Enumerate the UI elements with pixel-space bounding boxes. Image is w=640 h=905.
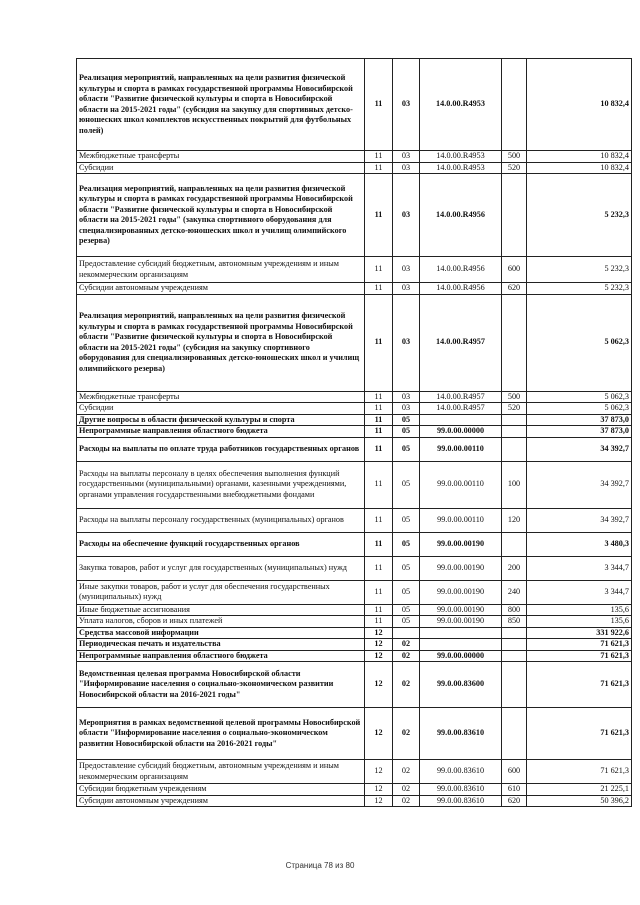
row-amount: 135,6 [527, 616, 632, 628]
row-subsection: 03 [393, 294, 420, 391]
row-target-article [420, 639, 502, 651]
table-row [77, 437, 632, 461]
table-row [77, 461, 632, 508]
row-amount: 50 396,2 [527, 795, 632, 807]
row-name: Реализация мероприятий, направленных на цели развития физической культуры и спорта в рамках государственной программы Новосибирской области "Развитие физической культуры и спорта в Новосибирской области на 2015-2021 годы" (субсидия на закупку для спортивных детско-юношеских школ комплектов искусственных покрытий для футбольных полей) [77, 59, 365, 151]
row-amount: 37 873,0 [527, 426, 632, 438]
table-row [77, 414, 632, 426]
row-target-article: 14.0.00.R4953 [420, 59, 502, 151]
row-amount: 21 225,1 [527, 784, 632, 796]
row-amount: 3 344,7 [527, 580, 632, 604]
row-section: 12 [365, 650, 393, 662]
row-subsection: 05 [393, 426, 420, 438]
row-expense-type: 600 [502, 760, 527, 784]
row-expense-type: 800 [502, 604, 527, 616]
table-row [77, 662, 632, 708]
row-target-article: 99.0.00.00190 [420, 616, 502, 628]
row-section: 11 [365, 59, 393, 151]
row-subsection [393, 627, 420, 639]
row-expense-type [502, 708, 527, 760]
row-section: 11 [365, 426, 393, 438]
row-name: Предоставление субсидий бюджетным, автономным учреждениям и иным некоммерческим организациям [77, 760, 365, 784]
row-expense-type: 610 [502, 784, 527, 796]
table-row [77, 403, 632, 415]
row-subsection: 03 [393, 59, 420, 151]
row-section: 12 [365, 708, 393, 760]
row-name: Иные закупки товаров, работ и услуг для обеспечения государственных (муниципальных) нужд [77, 580, 365, 604]
row-subsection: 05 [393, 414, 420, 426]
table-row [77, 580, 632, 604]
row-amount: 10 832,4 [527, 151, 632, 163]
row-section: 11 [365, 257, 393, 283]
row-subsection: 02 [393, 650, 420, 662]
row-expense-type [502, 414, 527, 426]
row-target-article [420, 627, 502, 639]
row-expense-type: 500 [502, 151, 527, 163]
row-amount: 135,6 [527, 604, 632, 616]
row-target-article: 99.0.00.00000 [420, 426, 502, 438]
row-subsection: 05 [393, 604, 420, 616]
row-expense-type: 500 [502, 391, 527, 403]
table-row [77, 174, 632, 257]
row-target-article: 14.0.00.R4953 [420, 151, 502, 163]
table-row [77, 708, 632, 760]
row-subsection: 05 [393, 437, 420, 461]
table-row [77, 508, 632, 532]
row-section: 11 [365, 580, 393, 604]
row-expense-type [502, 59, 527, 151]
row-expense-type: 850 [502, 616, 527, 628]
row-amount: 331 922,6 [527, 627, 632, 639]
row-target-article: 99.0.00.00190 [420, 580, 502, 604]
row-amount: 3 480,3 [527, 532, 632, 556]
row-section: 11 [365, 174, 393, 257]
row-name: Ведомственная целевая программа Новосибирской области "Информирование населения о социально-экономическом развитии Новосибирской области на 2016-2021 годы" [77, 662, 365, 708]
row-subsection: 05 [393, 532, 420, 556]
row-amount: 5 232,3 [527, 257, 632, 283]
table-row [77, 556, 632, 580]
row-amount: 3 344,7 [527, 556, 632, 580]
row-section: 11 [365, 461, 393, 508]
row-expense-type: 520 [502, 403, 527, 415]
row-name: Межбюджетные трансферты [77, 151, 365, 163]
row-amount: 71 621,3 [527, 760, 632, 784]
row-section: 12 [365, 760, 393, 784]
row-section: 12 [365, 784, 393, 796]
row-amount: 34 392,7 [527, 461, 632, 508]
row-section: 12 [365, 639, 393, 651]
row-target-article: 99.0.00.00110 [420, 437, 502, 461]
row-name: Периодическая печать и издательства [77, 639, 365, 651]
row-name: Расходы на обеспечение функций государственных органов [77, 532, 365, 556]
row-expense-type [502, 639, 527, 651]
row-amount: 10 832,4 [527, 59, 632, 151]
row-target-article: 14.0.00.R4956 [420, 174, 502, 257]
row-target-article: 99.0.00.00190 [420, 604, 502, 616]
row-subsection: 05 [393, 508, 420, 532]
row-subsection: 02 [393, 662, 420, 708]
row-target-article: 14.0.00.R4957 [420, 391, 502, 403]
row-name: Расходы на выплаты персоналу в целях обеспечения выполнения функций государственными (муниципальными) органами, казенными учреждениями, органами управления государственными внебюджетными фондами [77, 461, 365, 508]
table-row [77, 639, 632, 651]
row-amount: 34 392,7 [527, 508, 632, 532]
row-subsection: 03 [393, 403, 420, 415]
row-amount: 71 621,3 [527, 708, 632, 760]
row-target-article: 14.0.00.R4957 [420, 403, 502, 415]
row-expense-type [502, 532, 527, 556]
row-amount: 5 232,3 [527, 283, 632, 295]
row-name: Непрограммные направления областного бюджета [77, 650, 365, 662]
row-amount: 5 062,3 [527, 294, 632, 391]
table-row [77, 426, 632, 438]
table-row [77, 294, 632, 391]
row-target-article: 99.0.00.83610 [420, 760, 502, 784]
row-subsection: 02 [393, 708, 420, 760]
row-amount: 5 062,3 [527, 391, 632, 403]
row-expense-type: 240 [502, 580, 527, 604]
row-target-article: 99.0.00.00190 [420, 556, 502, 580]
row-target-article: 99.0.00.83610 [420, 708, 502, 760]
table-body [77, 59, 632, 807]
table-row [77, 532, 632, 556]
row-name: Реализация мероприятий, направленных на цели развития физической культуры и спорта в рамках государственной программы Новосибирской области "Развитие физической культуры и спорта в Новосибирской области на 2015-2021 годы" (закупка спортивного оборудования для специализированных детско-юношеских школ и училищ олимпийского резерва) [77, 174, 365, 257]
row-name: Закупка товаров, работ и услуг для государственных (муниципальных) нужд [77, 556, 365, 580]
row-target-article: 14.0.00.R4956 [420, 257, 502, 283]
row-section: 11 [365, 294, 393, 391]
row-expense-type [502, 627, 527, 639]
row-target-article: 99.0.00.00110 [420, 461, 502, 508]
row-target-article: 14.0.00.R4956 [420, 283, 502, 295]
row-expense-type [502, 426, 527, 438]
row-expense-type: 620 [502, 283, 527, 295]
row-expense-type: 520 [502, 162, 527, 174]
row-section: 12 [365, 795, 393, 807]
row-expense-type [502, 174, 527, 257]
row-target-article: 99.0.00.00110 [420, 508, 502, 532]
row-name: Средства массовой информации [77, 627, 365, 639]
row-section: 11 [365, 151, 393, 163]
row-subsection: 02 [393, 784, 420, 796]
row-amount: 37 873,0 [527, 414, 632, 426]
row-subsection: 03 [393, 151, 420, 163]
row-subsection: 02 [393, 795, 420, 807]
row-section: 11 [365, 616, 393, 628]
row-target-article: 14.0.00.R4953 [420, 162, 502, 174]
row-name: Непрограммные направления областного бюджета [77, 426, 365, 438]
row-section: 11 [365, 437, 393, 461]
row-subsection: 02 [393, 760, 420, 784]
table-row [77, 627, 632, 639]
table-row [77, 604, 632, 616]
row-expense-type [502, 294, 527, 391]
row-amount: 71 621,3 [527, 639, 632, 651]
table-row [77, 162, 632, 174]
row-name: Мероприятия в рамках ведомственной целевой программы Новосибирской области "Информирование населения о социально-экономическом развитии Новосибирской области на 2016-2021 годы" [77, 708, 365, 760]
table-row [77, 760, 632, 784]
row-name: Реализация мероприятий, направленных на цели развития физической культуры и спорта в рамках государственной программы Новосибирской области "Развитие физической культуры и спорта в Новосибирской области на 2015-2021 годы" (субсидия на закупку спортивного оборудования для специализированных детско-юношеских школ и училищ олимпийского резерва) [77, 294, 365, 391]
row-target-article: 99.0.00.83610 [420, 795, 502, 807]
row-section: 11 [365, 403, 393, 415]
row-name: Субсидии автономным учреждениям [77, 283, 365, 295]
row-expense-type [502, 437, 527, 461]
row-target-article: 99.0.00.00000 [420, 650, 502, 662]
row-subsection: 03 [393, 257, 420, 283]
page-footer: Страница 78 из 80 [285, 861, 355, 870]
row-amount: 5 232,3 [527, 174, 632, 257]
row-amount: 10 832,4 [527, 162, 632, 174]
row-expense-type: 600 [502, 257, 527, 283]
row-expense-type [502, 662, 527, 708]
row-name: Другие вопросы в области физической культуры и спорта [77, 414, 365, 426]
row-amount: 71 621,3 [527, 662, 632, 708]
row-name: Предоставление субсидий бюджетным, автономным учреждениям и иным некоммерческим организациям [77, 257, 365, 283]
row-name: Межбюджетные трансферты [77, 391, 365, 403]
row-expense-type: 620 [502, 795, 527, 807]
row-section: 11 [365, 556, 393, 580]
row-section: 11 [365, 414, 393, 426]
row-section: 11 [365, 162, 393, 174]
row-subsection: 05 [393, 461, 420, 508]
table-row [77, 257, 632, 283]
row-subsection: 05 [393, 556, 420, 580]
row-section: 11 [365, 508, 393, 532]
table-row [77, 59, 632, 151]
row-name: Расходы на выплаты по оплате труда работников государственных органов [77, 437, 365, 461]
row-subsection: 05 [393, 580, 420, 604]
row-expense-type: 120 [502, 508, 527, 532]
row-name: Расходы на выплаты персоналу государственных (муниципальных) органов [77, 508, 365, 532]
row-subsection: 03 [393, 162, 420, 174]
row-section: 11 [365, 391, 393, 403]
row-amount: 71 621,3 [527, 650, 632, 662]
row-target-article [420, 414, 502, 426]
row-section: 12 [365, 662, 393, 708]
table-row [77, 784, 632, 796]
row-subsection: 03 [393, 283, 420, 295]
row-target-article: 99.0.00.00190 [420, 532, 502, 556]
row-expense-type [502, 650, 527, 662]
row-target-article: 14.0.00.R4957 [420, 294, 502, 391]
row-name: Уплата налогов, сборов и иных платежей [77, 616, 365, 628]
row-name: Субсидии бюджетным учреждениям [77, 784, 365, 796]
row-amount: 5 062,3 [527, 403, 632, 415]
row-target-article: 99.0.00.83610 [420, 784, 502, 796]
row-expense-type: 100 [502, 461, 527, 508]
row-target-article: 99.0.00.83600 [420, 662, 502, 708]
row-name: Субсидии [77, 403, 365, 415]
row-name: Субсидии автономным учреждениям [77, 795, 365, 807]
table-row [77, 795, 632, 807]
row-name: Субсидии [77, 162, 365, 174]
row-expense-type: 200 [502, 556, 527, 580]
table-row [77, 650, 632, 662]
row-section: 11 [365, 283, 393, 295]
table-row [77, 151, 632, 163]
row-subsection: 03 [393, 174, 420, 257]
table-row [77, 391, 632, 403]
row-amount: 34 392,7 [527, 437, 632, 461]
table-row [77, 283, 632, 295]
row-section: 11 [365, 532, 393, 556]
row-subsection: 02 [393, 639, 420, 651]
row-section: 11 [365, 604, 393, 616]
row-section: 12 [365, 627, 393, 639]
budget-table [76, 58, 632, 807]
row-subsection: 03 [393, 391, 420, 403]
row-name: Иные бюджетные ассигнования [77, 604, 365, 616]
table-row [77, 616, 632, 628]
row-subsection: 05 [393, 616, 420, 628]
